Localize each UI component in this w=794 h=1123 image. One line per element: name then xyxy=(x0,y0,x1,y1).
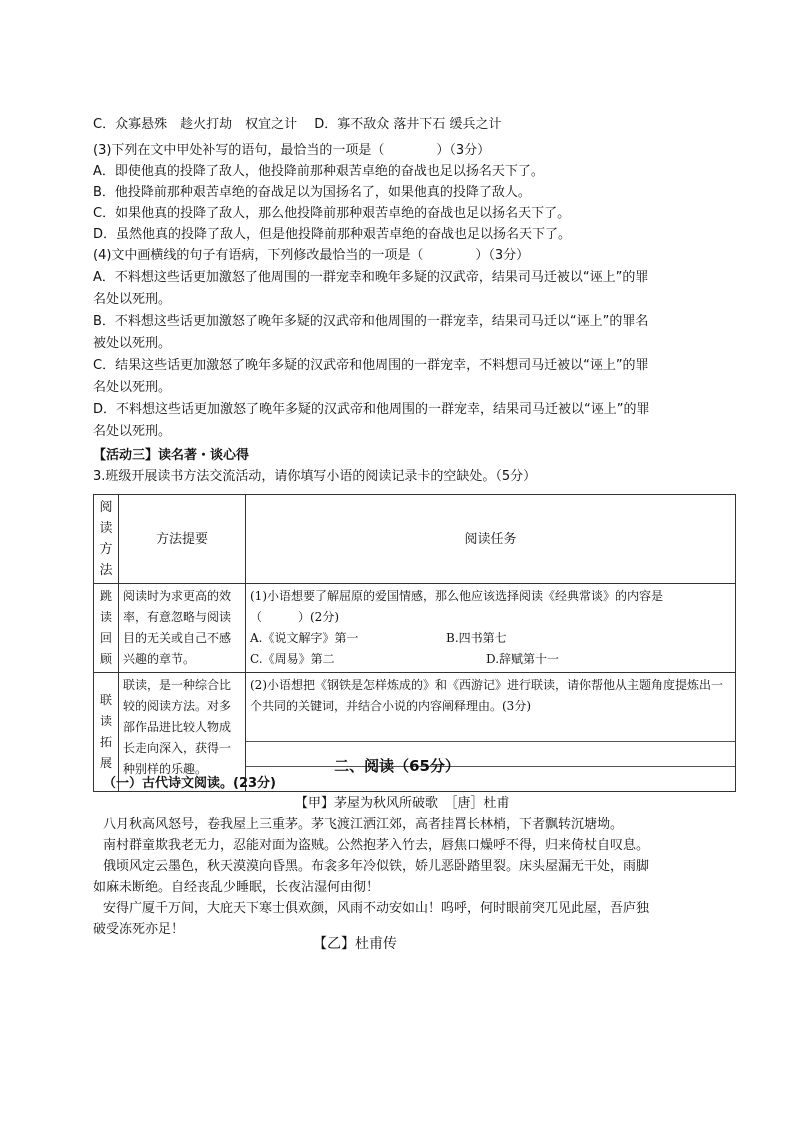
q4-line: 名处以死刑。 xyxy=(93,292,172,307)
poem-line: 破受冻死亦足！ xyxy=(93,922,185,937)
header-summary: 方法提要 xyxy=(119,495,246,584)
poem-line: 八月秋高风怒号，卷我屋上三重茅。茅飞渡江洒江郊，高者挂罥长林梢，下者飘转沉塘坳。 xyxy=(103,817,624,832)
q4-line: B．不料想这些话更加激怒了晚年多疑的汉武帝和他周围的一群宠幸，结果司马迁以“诬上”的罪名 xyxy=(93,314,649,329)
q4-line: D．不料想这些话更加激怒了晚年多疑的汉武帝和他周围的一群宠幸，结果司马迁被以“诬上”的罪 xyxy=(93,402,650,417)
activity3-title: 【活动三】读名著・谈心得 xyxy=(93,448,250,463)
q4-line: A．不料想这些话更加激怒了他周围的一群宠幸和晚年多疑的汉武帝，结果司马迁被以“诬上”的罪 xyxy=(93,270,649,285)
row1-method: 跳读回顾 xyxy=(94,584,119,673)
q4-stem: (4)文中画横线的句子有语病，下列修改最恰当的一项是（ ）（3分） xyxy=(93,248,530,263)
reading-record-card xyxy=(93,494,736,792)
option-c: C.《周易》第二 xyxy=(250,652,335,666)
sub1-title: （一）古代诗文阅读。(23分) xyxy=(103,776,276,791)
q2-options-cd: C．众寡悬殊 趁火打劫 权宜之计 D．寡不敌众 落井下石 缓兵之计 xyxy=(93,117,502,132)
row2-task-text: (2)小语想把《钢铁是怎样炼成的》和《西游记》进行联读，请你帮他从主题角度提炼出一个共同的关键词，并结合小说的内容阐释理由。(3分) xyxy=(250,678,724,713)
option-d: D.辞赋第十一 xyxy=(486,652,560,666)
header-task: 阅读任务 xyxy=(246,495,736,584)
q4-line: 被处以死刑。 xyxy=(93,336,172,351)
poem-title: 【甲】茅屋为秋风所破歌 ［唐］杜甫 xyxy=(295,796,510,811)
yi-title: 【乙】杜甫传 xyxy=(313,936,397,952)
row2-method: 联读拓展 xyxy=(94,673,119,792)
answer-line[interactable] xyxy=(246,717,735,742)
poem-line: 如麻未断绝。自经丧乱少睡眠，长夜沾湿何由彻！ xyxy=(93,880,380,895)
q3-option-c: C．如果他真的投降了敌人，那么他投降前那种艰苦卓绝的奋战也足以扬名天下了。 xyxy=(93,206,571,221)
q3-main-stem: 3.班级开展读书方法交流活动，请你填写小语的阅读记录卡的空缺处。（5分） xyxy=(93,469,537,484)
q3-stem: (3)下列在文中甲处补写的语句，最恰当的一项是（ ）（3分） xyxy=(93,143,491,158)
poem-line: 安得广厦千万间，大庇天下寒士俱欢颜，风雨不动安如山！呜呼，何时眼前突兀见此屋，吾庐独 xyxy=(103,901,650,916)
section2-title: 二、阅读（65分） xyxy=(334,757,460,775)
row1-options-cd xyxy=(250,649,731,670)
header-method: 阅读方法 xyxy=(94,495,119,584)
q4-line: 名处以死刑。 xyxy=(93,380,172,395)
poem-line: 南村群童欺我老无力，忍能对面为盗贼。公然抱茅入竹去，唇焦口燥呼不得，归来倚杖自叹息。 xyxy=(103,838,650,853)
q3-option-d: D．虽然他真的投降了敌人，但是他投降前那种艰苦卓绝的奋战也足以扬名天下了。 xyxy=(93,227,572,242)
row1-task-line2: （ ）(2分) xyxy=(250,610,339,624)
q4-line: 名处以死刑。 xyxy=(93,424,172,439)
q3-option-a: A．即使他真的投降了敌人，他投降前那种艰苦卓绝的奋战也足以扬名天下了。 xyxy=(93,164,544,179)
row2-summary: 联读，是一种综合比较的阅读方法。对多部作品进比较人物成长走向深入，获得一种别样的乐趣。 xyxy=(119,673,246,792)
row1-options-ab xyxy=(250,628,731,649)
option-b: B.四书第七 xyxy=(446,631,507,645)
row1-summary: 阅读时为求更高的效率，有意忽略与阅读目的无关或自己不感兴趣的章节。 xyxy=(119,584,246,673)
option-a: A.《说文解字》第一 xyxy=(250,631,359,645)
row1-task-line1: (1)小语想要了解屈原的爱国情感，那么他应该选择阅读《经典常谈》的内容是 xyxy=(250,589,664,603)
poem-line: 俄顷风定云墨色，秋天漠漠向昏黑。布衾多年冷似铁，娇儿恶卧踏里裂。床头屋漏无干处，雨脚 xyxy=(103,859,650,874)
q4-line: C．结果这些话更加激怒了晚年多疑的汉武帝和他周围的一群宠幸，不料想司马迁被以“诬上”的罪 xyxy=(93,358,649,373)
q3-option-b: B．他投降前那种艰苦卓绝的奋战足以为国扬名了，如果他真的投降了敌人。 xyxy=(93,185,531,200)
row1-task xyxy=(246,584,736,673)
